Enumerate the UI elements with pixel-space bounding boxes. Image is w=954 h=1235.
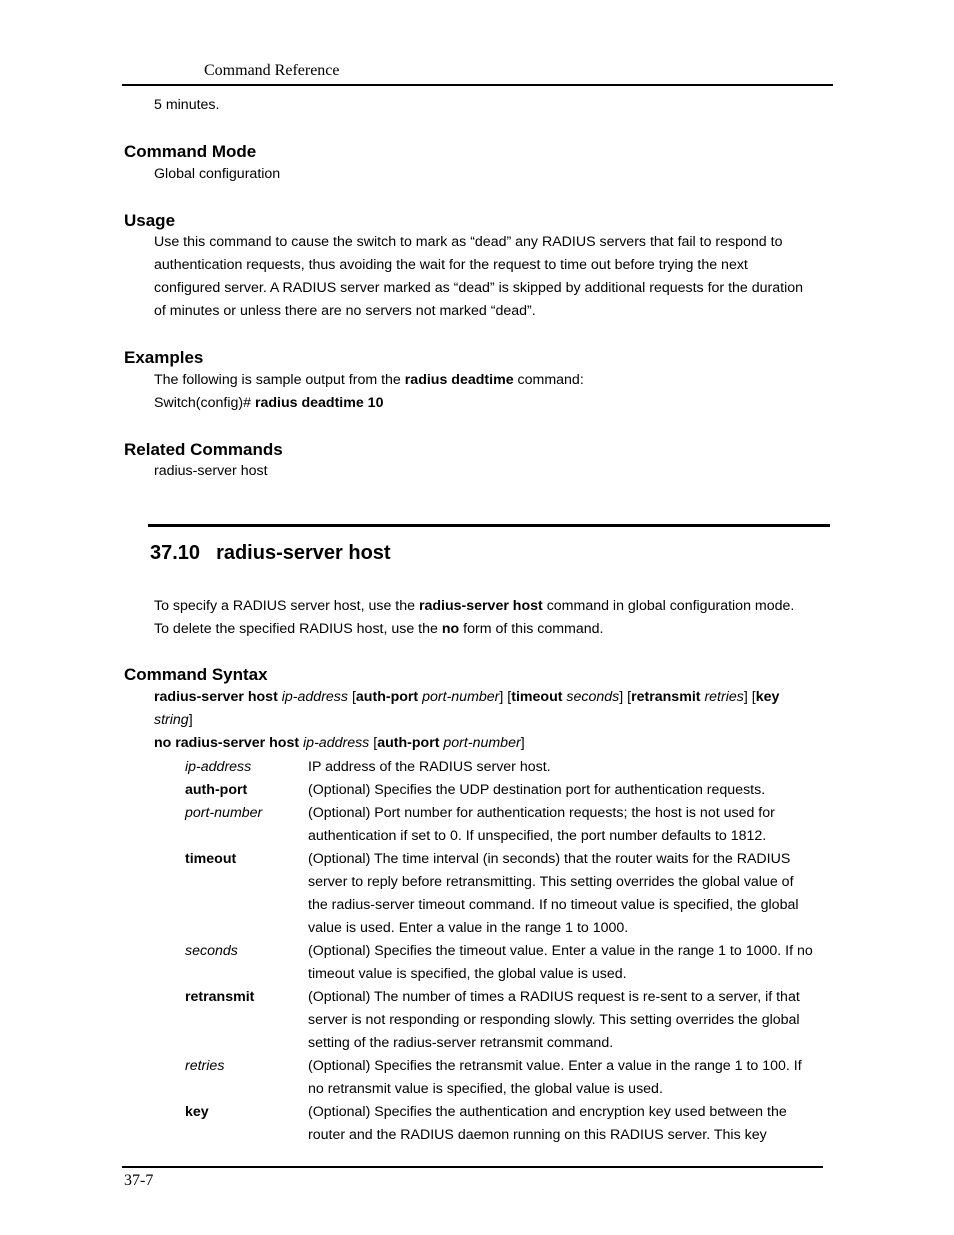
page-number: 37-7 — [124, 1172, 154, 1189]
param-term: timeout — [185, 851, 237, 867]
header-rule — [122, 84, 833, 86]
param-row: seconds (Optional) Specifies the timeout value. Enter a value in the range 1 to 1000. If no timeout value is specified, the global value is used. — [185, 943, 813, 982]
param-row: timeout (Optional) The time interval (in seconds) that the router waits for the RADIUS server to reply before retransmitting. This setting overrides the global value of the radius-server timeout command. If no timeout value is specified, the global value is used. Enter a value in the range 1 to 1000. — [185, 851, 799, 936]
param-term: ip-address — [185, 759, 252, 775]
param-row: ip-address IP address of the RADIUS server host. — [185, 759, 551, 775]
param-row: key (Optional) Specifies the authentication and encryption key used between the router and the RADIUS daemon running on this RADIUS server. This key — [185, 1104, 787, 1143]
command-name: radius deadtime — [404, 372, 514, 388]
param-row: retries (Optional) Specifies the retransmit value. Enter a value in the range 1 to 100. If no retransmit value is specified, the global value is used. — [185, 1058, 802, 1097]
param-row: retransmit (Optional) The number of times a RADIUS request is re-sent to a server, if that server is not responding or responding slowly. This setting overrides the global setting of the radius-server retransmit command. — [185, 989, 800, 1051]
usage-line: Use this command to cause the switch to mark as “dead” any RADIUS servers that fail to respond to — [154, 234, 783, 250]
section-intro: To specify a RADIUS server host, use the radius-server host command in global configuration mode. To delete the specified RADIUS host, use the no form of this command. — [154, 598, 795, 637]
related-command: radius-server host — [154, 463, 268, 479]
usage-heading: Usage — [124, 211, 176, 230]
section-heading — [150, 542, 391, 565]
usage-line: authentication requests, thus avoiding the wait for the request to time out before trying the next — [154, 257, 748, 273]
param-term: seconds — [185, 943, 238, 959]
parameter-list — [185, 756, 835, 1147]
related-commands-heading: Related Commands — [124, 440, 283, 459]
command-mode-text: Global configuration — [154, 166, 281, 182]
examples-line: The following is sample output from the radius deadtime command: — [154, 372, 584, 388]
usage-paragraph — [154, 231, 834, 323]
usage-line: of minutes or unless there are no servers not marked “dead”. — [154, 303, 536, 319]
param-term: port-number — [185, 805, 263, 821]
example-command: radius deadtime 10 — [254, 395, 384, 411]
section-number: 37.10 — [150, 542, 201, 564]
syntax-line: radius-server host ip-address [auth-port port-number] [timeout seconds] [retransmit retries] [key — [154, 689, 780, 705]
param-term: retries — [185, 1058, 225, 1074]
running-header: Command Reference — [204, 62, 340, 79]
examples-body — [154, 369, 834, 415]
usage-line: configured server. A RADIUS server marked as “dead” is skipped by additional requests for the duration — [154, 280, 804, 296]
footer-rule — [122, 1166, 823, 1168]
command-syntax-heading: Command Syntax — [124, 665, 268, 684]
command-mode-heading: Command Mode — [124, 142, 257, 161]
section-title: radius-server host — [216, 542, 391, 564]
param-row: port-number (Optional) Port number for authentication requests; the host is not used for authentication if set to 0. If unspecified, the port number defaults to 1812. — [185, 805, 775, 844]
syntax-block — [154, 686, 834, 755]
example-command-line: Switch(config)# radius deadtime 10 — [154, 395, 384, 411]
param-term: key — [185, 1104, 209, 1120]
syntax-line-cont: string] — [154, 712, 193, 728]
examples-heading: Examples — [124, 348, 204, 367]
param-term: auth-port — [185, 782, 248, 798]
carryover-text: 5 minutes. — [154, 97, 220, 113]
param-term: retransmit — [185, 989, 255, 1005]
section-rule — [148, 524, 830, 527]
param-row: auth-port (Optional) Specifies the UDP destination port for authentication requests. — [185, 782, 766, 798]
syntax-line-no: no radius-server host ip-address [auth-port port-number] — [154, 735, 525, 751]
